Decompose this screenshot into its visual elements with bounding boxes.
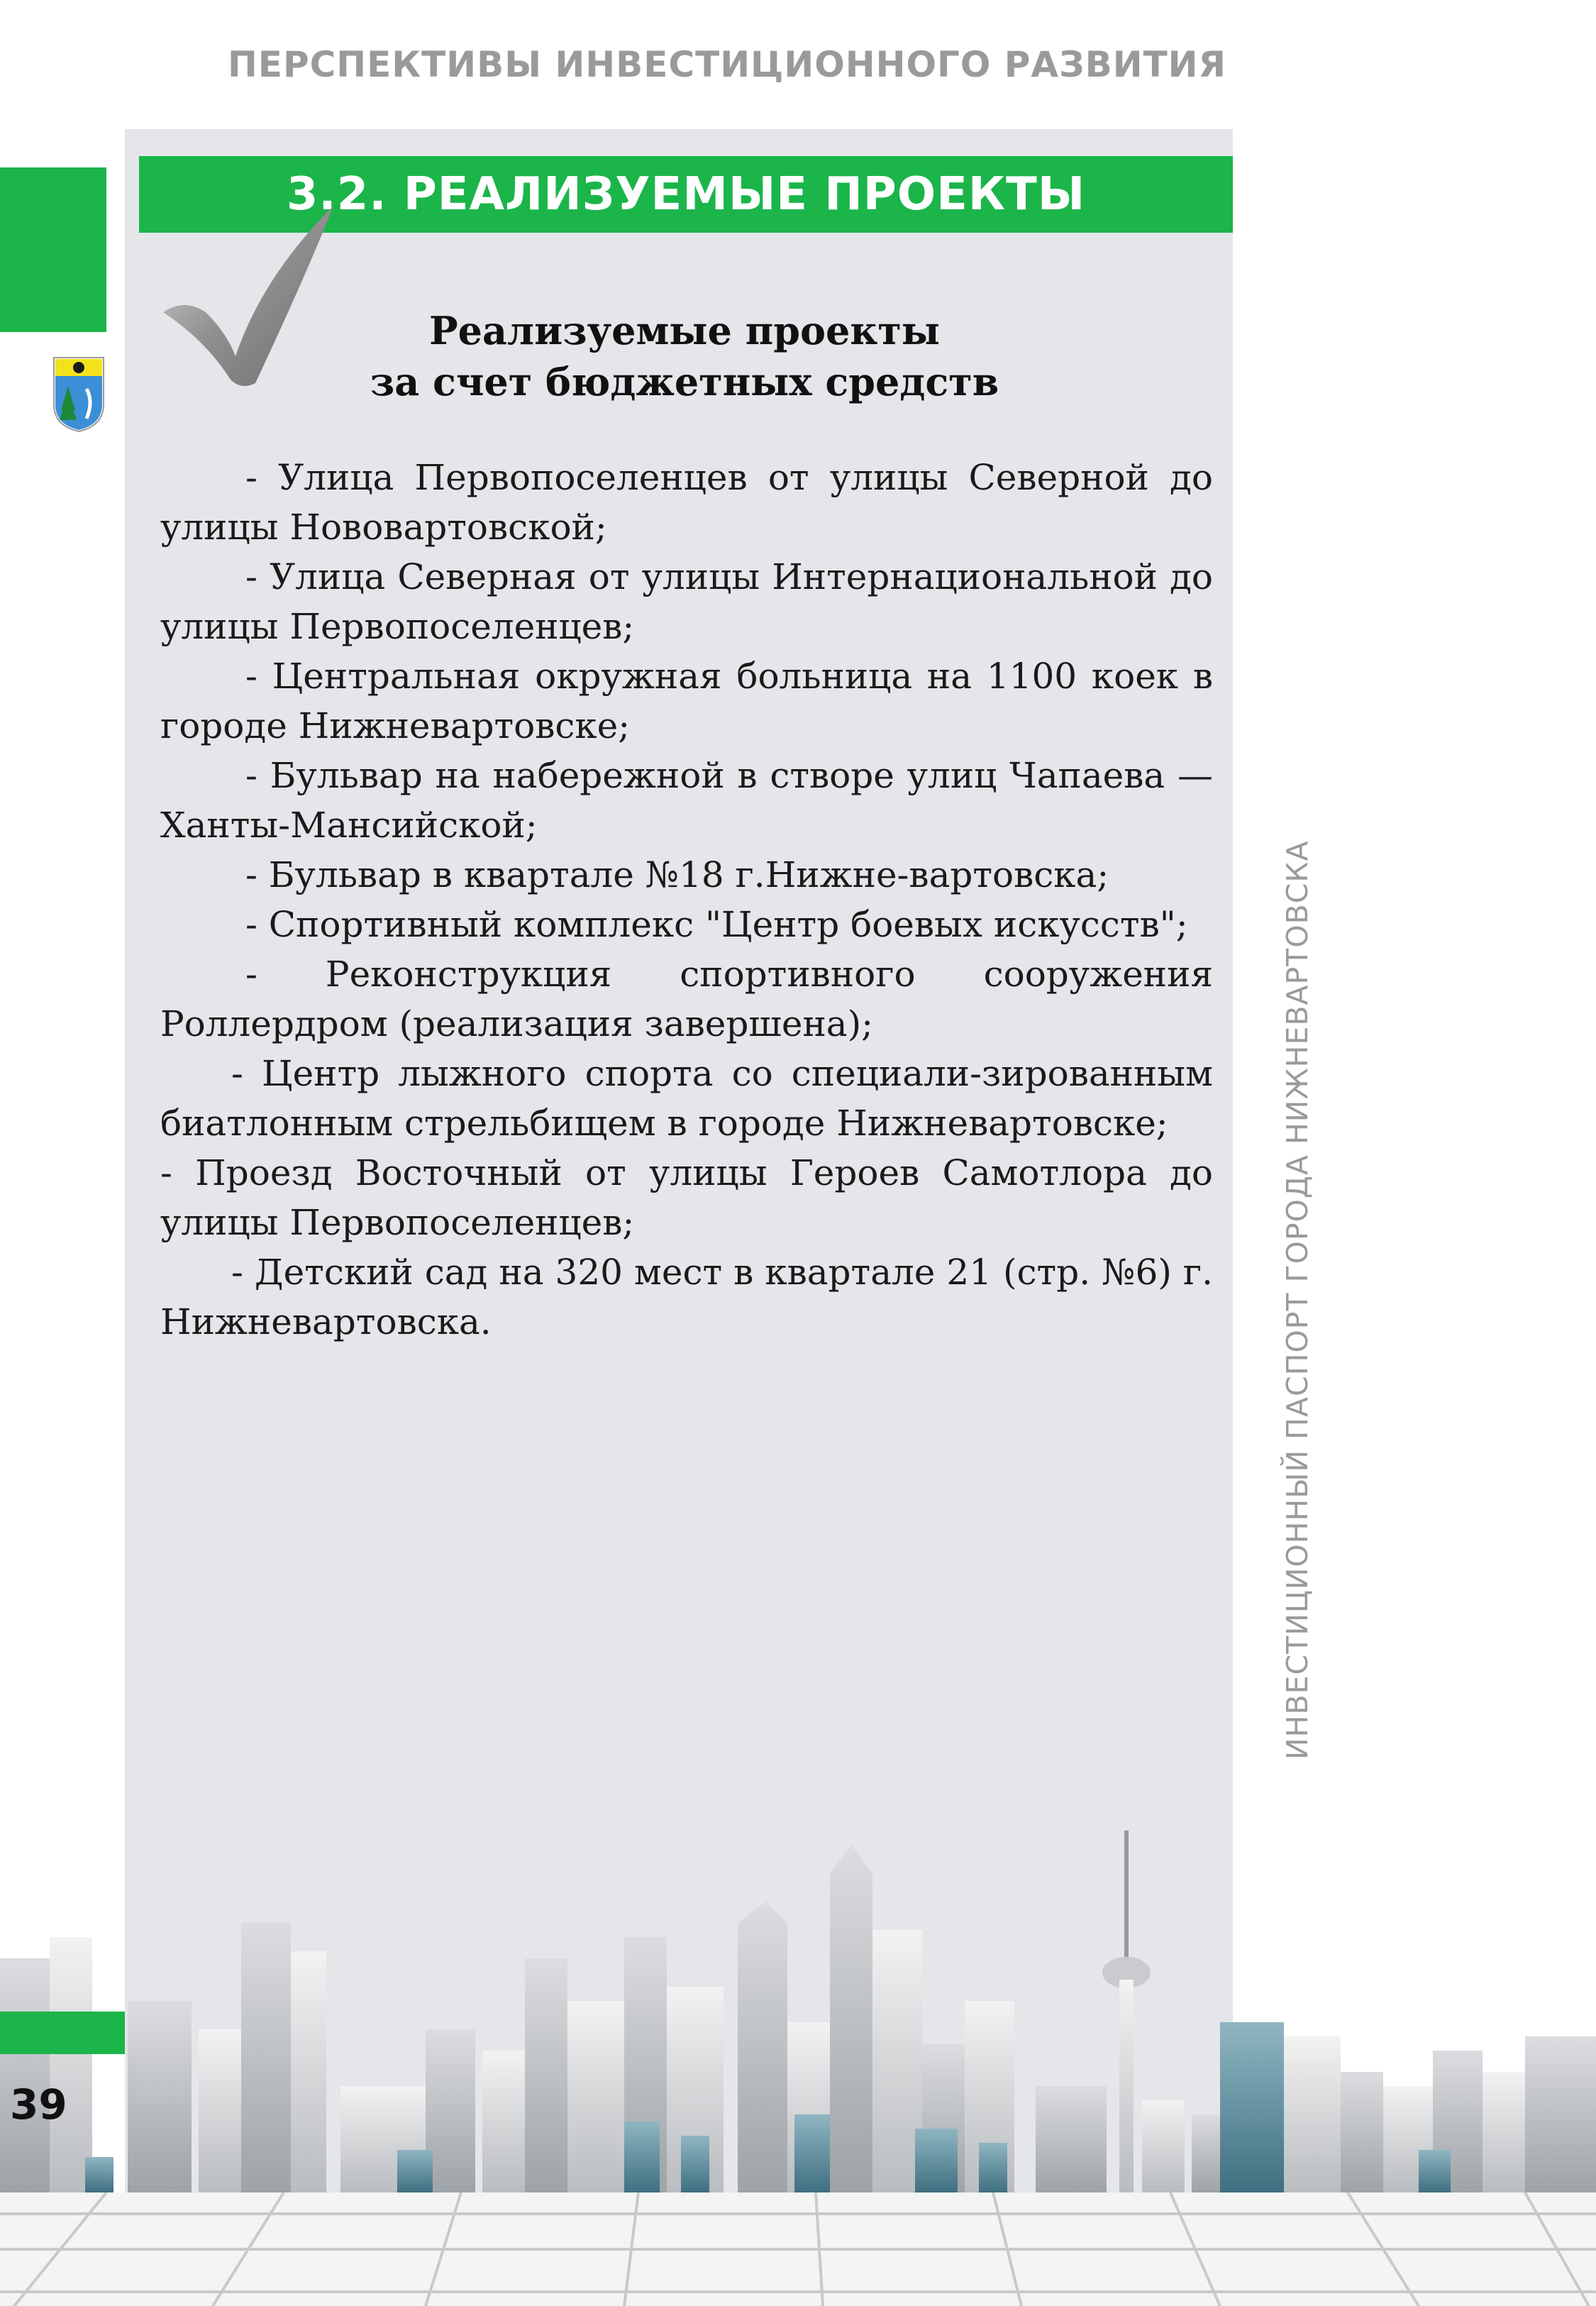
- subsection-title: [270, 305, 1099, 407]
- list-item: - Улица Северная от улицы Интернациональной до улицы Первопоселенцев;: [160, 556, 1213, 647]
- section-heading: 3.2. РЕАЛИЗУЕМЫЕ ПРОЕКТЫ: [139, 156, 1233, 233]
- page-number: 39: [10, 2080, 67, 2129]
- project-list: [160, 453, 1213, 1347]
- list-item: - Спортивный комплекс "Центр боевых искусств";: [245, 904, 1188, 945]
- vertical-side-title: ИНВЕСТИЦИОННЫЙ ПАСПОРТ ГОРОДА НИЖНЕВАРТОВСКА: [1280, 840, 1314, 1760]
- running-header: ПЕРСПЕКТИВЫ ИНВЕСТИЦИОННОГО РАЗВИТИЯ: [227, 44, 1227, 85]
- list-item: - Центральная окружная больница на 1100 коек в городе Нижневартовске;: [160, 656, 1213, 746]
- list-item: - Детский сад на 320 мест в квартале 21 (стр. №6) г. Нижневартовска.: [160, 1252, 1213, 1342]
- list-item: - Бульвар в квартале №18 г.Нижне-вартовска;: [245, 854, 1109, 895]
- subtitle-line-1: Реализуемые проекты: [429, 308, 940, 353]
- green-side-tab: [0, 167, 106, 332]
- list-item: - Бульвар на набережной в створе улиц Чапаева — Ханты-Мансийской;: [160, 755, 1213, 846]
- list-item: - Проезд Восточный от улицы Героев Самотлора до улицы Первопоселенцев;: [160, 1152, 1213, 1243]
- list-item: - Центр лыжного спорта со специали-зированным биатлонным стрельбищем в городе Нижневартовске;: [160, 1053, 1213, 1144]
- city-crest-icon: [51, 355, 106, 433]
- list-item: - Улица Первопоселенцев от улицы Северной до улицы Нововартовской;: [160, 457, 1213, 548]
- page-number-bar: [0, 2012, 125, 2054]
- city-skyline-illustration: [0, 1816, 1596, 2306]
- list-item: - Реконструкция спортивного сооружения Роллердром (реализация завершена);: [160, 954, 1213, 1044]
- subtitle-line-2: за счет бюджетных средств: [370, 359, 999, 404]
